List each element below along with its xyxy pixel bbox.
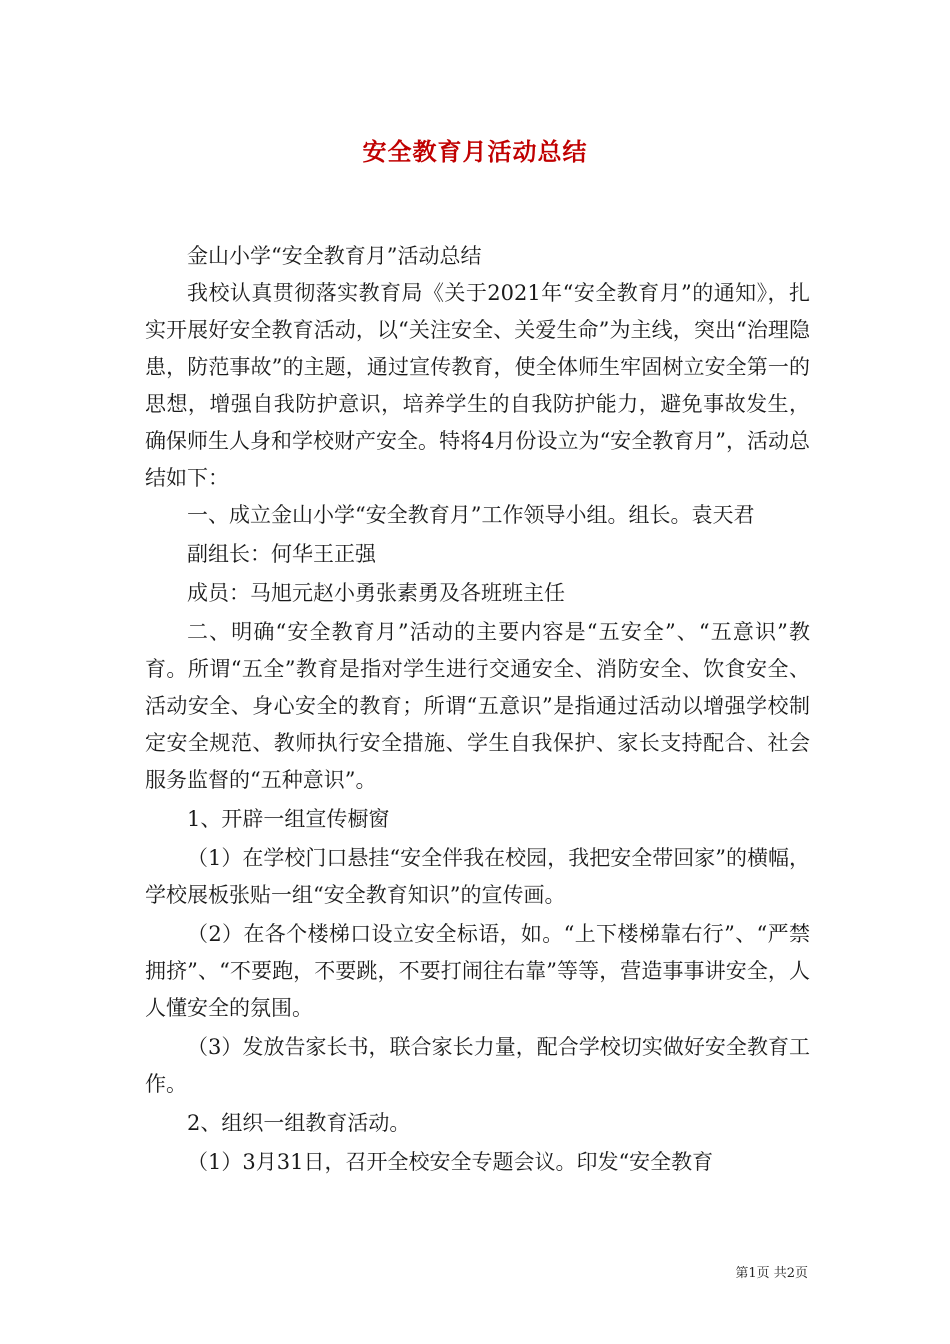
paragraph-members: 成员：马旭元赵小勇张素勇及各班班主任 — [187, 581, 565, 605]
document-body — [145, 238, 810, 1181]
paragraph-section-2: 二、明确“安全教育月”活动的主要内容是“五安全”、“五意识”教育。所谓“五全”教育是指对学生进行交通安全、消防安全、饮食安全、活动安全、身心安全的教育；所谓“五意识”是指通过活动以增强学校制定安全规范、教师执行安全措施、学生自我保护、家长支持配合、社会服务监督的“五种意识”。 — [145, 620, 810, 792]
paragraph-section-1: 一、成立金山小学“安全教育月”工作领导小组。组长。袁天君 — [187, 503, 755, 527]
paragraph-item-1-3: （3）发放告家长书，联合家长力量，配合学校切实做好安全教育工作。 — [145, 1035, 810, 1096]
paragraph-heading: 金山小学“安全教育月”活动总结 — [187, 244, 482, 268]
paragraph-item-1-2: （2）在各个楼梯口设立安全标语，如。“上下楼梯靠右行”、“严禁拥挤”、“不要跑，不要跳，不要打闹往右靠”等等，营造事事讲安全，人人懂安全的氛围。 — [145, 922, 810, 1020]
paragraph-deputy-leaders: 副组长：何华王正强 — [187, 542, 376, 566]
paragraph-item-2: 2、组织一组教育活动。 — [187, 1111, 411, 1135]
document-title: 安全教育月活动总结 — [362, 137, 588, 166]
paragraph-intro: 我校认真贯彻落实教育局《关于2021年“安全教育月”的通知》，扎实开展好安全教育活动，以“关注安全、关爱生命”为主线，突出“治理隐患，防范事故”的主题，通过宣传教育，使全体师生牢固树立安全第一的思想，增强自我防护意识，培养学生的自我防护能力，避免事故发生，确保师生人身和学校财产安全。特将4月份设立为“安全教育月”，活动总结如下： — [145, 281, 810, 490]
paragraph-item-1: 1、开辟一组宣传橱窗 — [187, 807, 390, 831]
paragraph-item-1-1: （1）在学校门口悬挂“安全伴我在校园，我把安全带回家”的横幅，学校展板张贴一组“安全教育知识”的宣传画。 — [145, 846, 810, 907]
paragraph-item-2-1: （1）3月31日，召开全校安全专题会议。印发“安全教育 — [187, 1150, 714, 1174]
page-number: 第1页 共2页 — [735, 1266, 808, 1281]
